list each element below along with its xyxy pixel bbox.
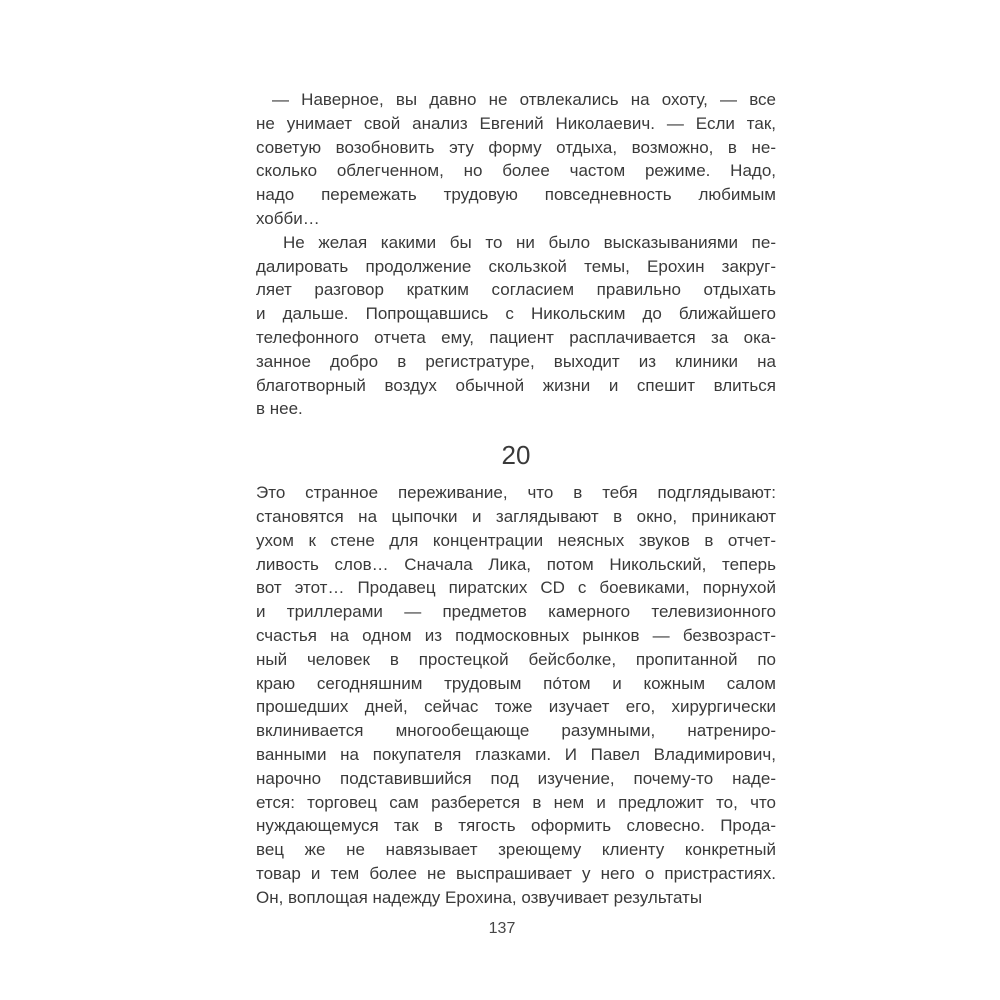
text-line: надо перемежать трудовую повседневность любимым xyxy=(256,185,776,205)
text-line: Он, воплощая надежду Ерохина, озвучивает результаты xyxy=(256,887,703,907)
chapter-heading: 20 xyxy=(501,440,531,471)
text-line: вот этот… Продавец пиратских CD с боевиками, порнухой xyxy=(256,578,776,598)
text-line: ванными на покупателя глазками. И Павел Владимирович, xyxy=(256,744,776,764)
page-number: 137 xyxy=(488,920,516,937)
text-line: далировать продолжение скользкой темы, Ерохин закруг- xyxy=(256,256,776,276)
text-line: Не желая какими бы то ни было высказываниями пе- xyxy=(283,232,776,252)
text-line: и триллерами — предметов камерного телевизионного xyxy=(256,602,776,622)
text-line: ухом к стене для концентрации неясных звуков в отчет- xyxy=(256,530,776,550)
text-line: в нее. xyxy=(256,399,303,419)
text-line: ляет разговор кратким согласием правильно отдыхать xyxy=(256,280,776,300)
text-line: прошедших дней, сейчас тоже изучает его, хирургически xyxy=(256,697,776,717)
text-line: нарочно подставившийся под изучение, почему-то наде- xyxy=(256,768,776,788)
text-line: — Наверное, вы давно не отвлекались на охоту, — все xyxy=(272,90,776,109)
text-line: ливость слов… Сначала Лика, потом Никольский, теперь xyxy=(256,554,776,574)
paragraph xyxy=(256,481,776,909)
text-line: благотворный воздух обычной жизни и спешит влиться xyxy=(256,375,776,395)
text-block xyxy=(256,88,776,910)
text-line: становятся на цыпочки и заглядывают в окно, приникают xyxy=(256,506,776,526)
text-line: краю сегодняшним трудовым по́том и кожным салом xyxy=(256,673,776,693)
text-line: вец же не навязывает зреющему клиенту конкретный xyxy=(256,840,776,860)
paragraph xyxy=(256,231,776,421)
text-line: товар и тем более не выспрашивает у него о пристрастиях. xyxy=(256,863,776,883)
text-line: сколько облегченном, но более частом режиме. Надо, xyxy=(256,161,776,181)
text-line: ется: торговец сам разберется в нем и предложит то, что xyxy=(256,792,776,812)
text-line: телефонного отчета ему, пациент расплачивается за ока- xyxy=(256,327,776,347)
text-line: хобби… xyxy=(256,208,320,228)
text-line: ный человек в простецкой бейсболке, пропитанной по xyxy=(256,649,776,669)
text-line: и дальше. Попрощавшись с Никольским до ближайшего xyxy=(256,304,776,324)
text-line: занное добро в регистратуре, выходит из клиники на xyxy=(256,351,776,371)
text-line: вклинивается многообещающе разумными, натрениро- xyxy=(256,721,776,741)
text-line: не унимает свой анализ Евгений Николаевич. — Если так, xyxy=(256,113,776,133)
text-line: Это странное переживание, что в тебя подглядывают: xyxy=(256,483,776,503)
text-line: счастья на одном из подмосковных рынков — безвозраст- xyxy=(256,625,776,645)
paragraph xyxy=(256,88,776,231)
text-line: нуждающемуся так в тягость оформить словесно. Прода- xyxy=(256,816,776,836)
text-line: советую возобновить эту форму отдыха, возможно, в не- xyxy=(256,137,776,157)
